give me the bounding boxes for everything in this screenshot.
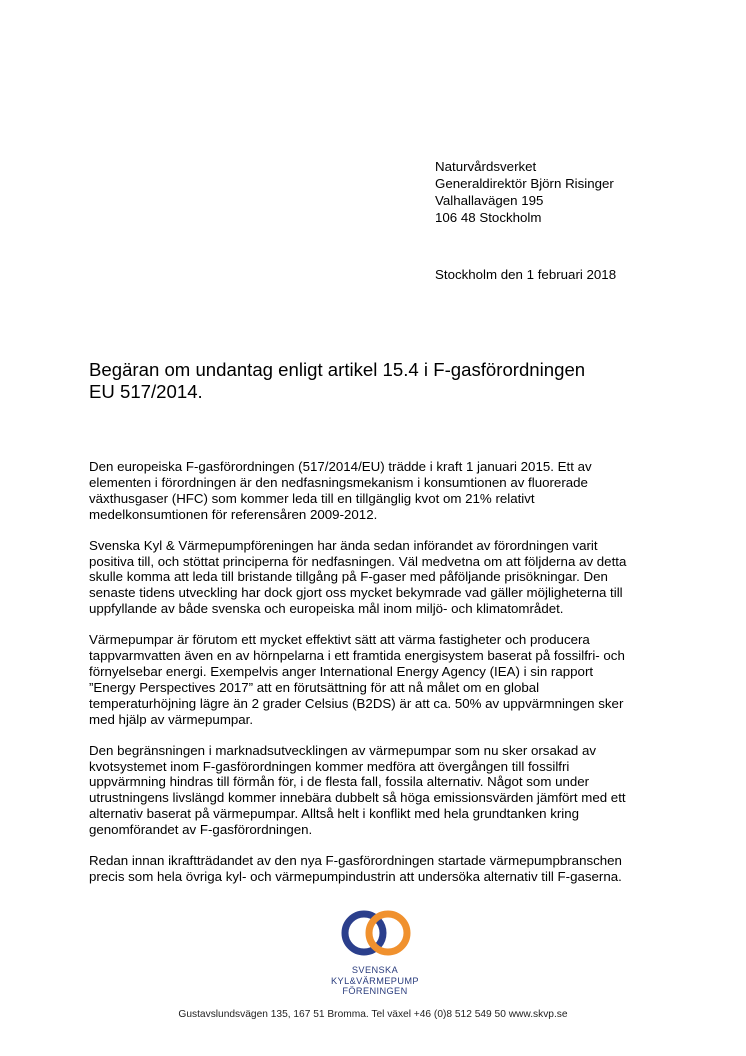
paragraph [89, 632, 659, 727]
paragraph-line: Värmepumpar är förutom ett mycket effektivt sätt att värma fastigheter och producera [89, 632, 590, 648]
logo-line: FÖRENINGEN [342, 986, 408, 996]
paragraph-line: temperaturhöjning lägre än 2 grader Celsius (B2DS) är att ca. 50% av uppvärmningen sker [89, 695, 624, 711]
recipient-contact: Generaldirektör Björn Risinger [435, 176, 614, 191]
paragraph-line: elementen i förordningen är den nedfasningsmekanism i konsumtionen av fluorerade [89, 474, 588, 490]
paragraph-line: skulle komma att leda till bristande tillgång på F-gaser med påföljande prisökningar. Den [89, 569, 608, 585]
paragraph-line: ”Energy Perspectives 2017” att en förutsättning för att nå målet om en global [89, 679, 540, 695]
paragraph-line: utrustningens livslängd kommer innebära dubbelt så höga emissionsvärden jämfört med ett [89, 790, 626, 806]
paragraph-line: förnyelsebar energi. Exempelvis anger International Energy Agency (IEA) i sin rapport [89, 663, 594, 679]
paragraph-line: senaste tidens utveckling har dock gjort oss mycket bekymrade vad gäller möjligheterna till [89, 585, 623, 601]
paragraph-line: Den europeiska F-gasförordningen (517/2014/EU) trädde i kraft 1 januari 2015. Ett av [89, 459, 592, 474]
paragraph-line: uppvärmning hindras till förmån för, i de flesta fall, fossila alternativ. Något som under [89, 774, 590, 790]
paragraph [89, 538, 659, 618]
document-title [89, 359, 669, 403]
paragraph-line: genomförandet av F-gasförordningen. [89, 822, 313, 838]
recipient-name: Naturvårdsverket [435, 159, 537, 174]
recipient-postal: 106 48 Stockholm [435, 210, 542, 225]
footer-contact: Gustavslundsvägen 135, 167 51 Bromma. Tel växel +46 (0)8 512 549 50 www.skvp.se [178, 1009, 568, 1020]
paragraph-line: positiva till, och stöttat principerna för nedfasningen. Väl medvetna om att följderna av detta [89, 553, 627, 569]
paragraph-line: tappvarmvatten även en av hörnpelarna i ett framtida energisystem baserat på fossilfri- och [89, 648, 625, 664]
recipient-address [435, 158, 614, 226]
paragraph-line: medelkonsumtionen för referensåren 2009-2012. [89, 506, 378, 522]
paragraph-line: uppfyllande av både svenska och europeiska mål inom miljö- och klimatområdet. [89, 601, 564, 617]
paragraph-line: precis som hela övriga kyl- och värmepumpindustrin att undersöka alternativ till F-gaserna. [89, 868, 622, 884]
paragraph-line: Den begränsningen i marknadsutvecklingen av värmepumpar som nu sker orsakad av [89, 742, 597, 758]
recipient-street: Valhallavägen 195 [435, 193, 544, 208]
date-line: Stockholm den 1 februari 2018 [435, 267, 617, 282]
letter-body [89, 459, 659, 900]
logo-line: KYL&VÄRMEPUMP [331, 975, 419, 986]
paragraph-line: med hjälp av värmepumpar. [89, 711, 254, 727]
paragraph-line: kvotsystemet inom F-gasförordningen kommer medföra att övergången till fossilfri [89, 758, 570, 774]
paragraph-line: Svenska Kyl & Värmepumpföreningen har ända sedan införandet av förordningen varit [89, 537, 598, 553]
logo-wordmark [300, 965, 450, 997]
title-line: Begäran om undantag enligt artikel 15.4 i F-gasförordningen [89, 359, 586, 380]
logo-line: SVENSKA [351, 965, 399, 975]
logo-ring-right [369, 914, 407, 952]
paragraph-line: växthusgaser (HFC) som kommer leda till en tillgänglig kvot om 21% relativt [89, 490, 535, 506]
paragraph [89, 743, 659, 838]
paragraph-line: Redan innan ikraftträdandet av den nya F-gasförordningen startade värmepumpbranschen [89, 853, 622, 869]
paragraph [89, 459, 659, 523]
paragraph [89, 853, 659, 885]
paragraph-line: alternativ baserat på värmepumpar. Alltså helt i konflikt med hela grundtanken kring [89, 806, 580, 822]
title-line: EU 517/2014. [89, 381, 203, 402]
